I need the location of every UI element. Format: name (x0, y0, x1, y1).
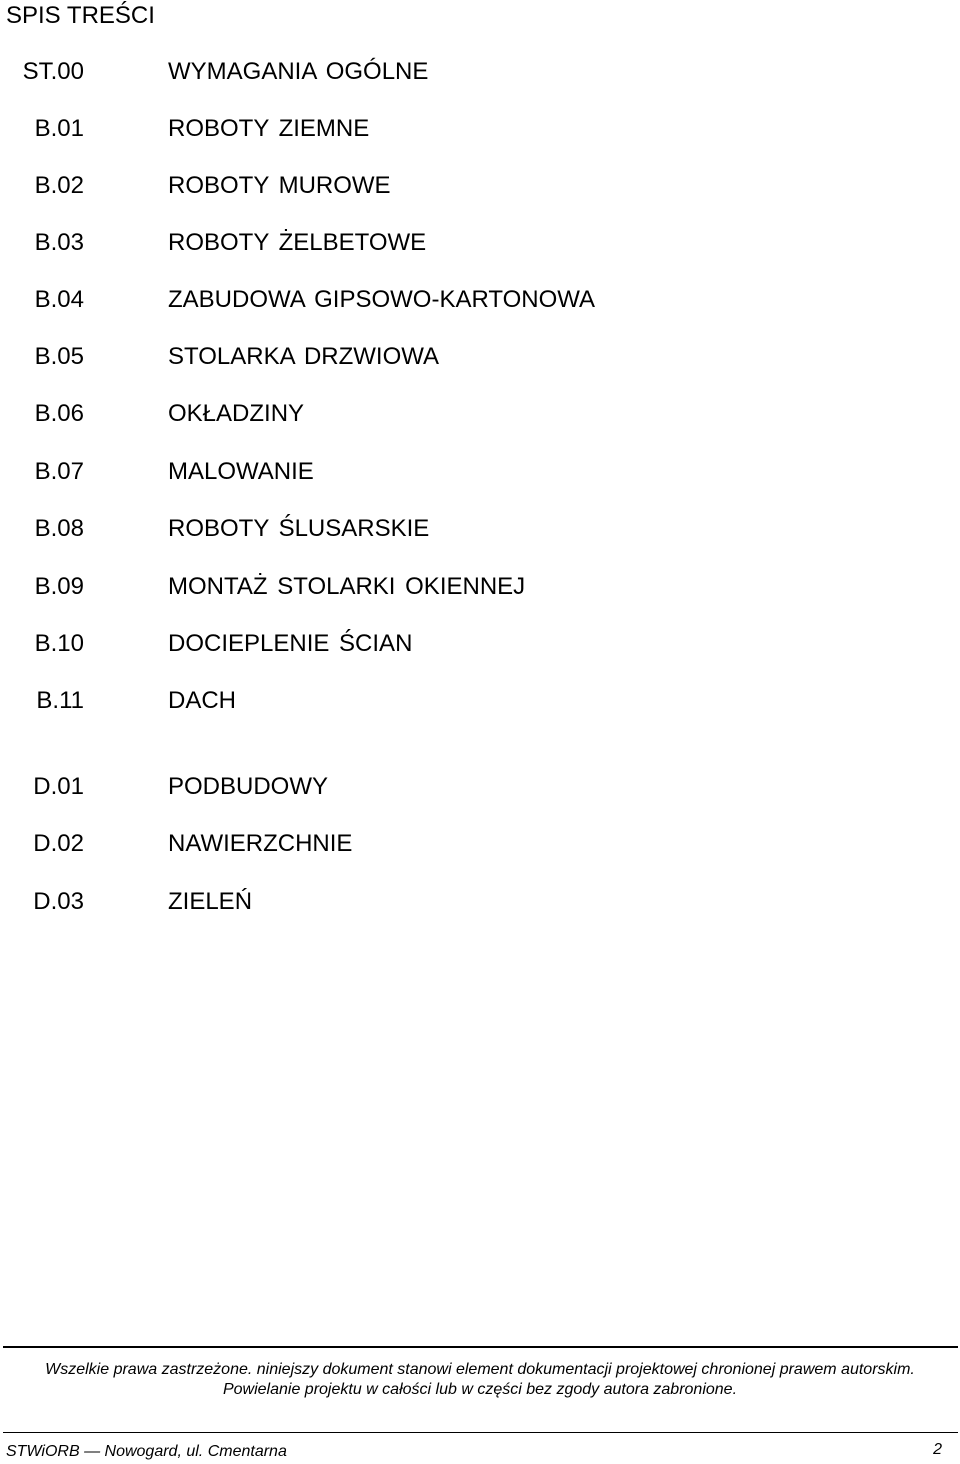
toc-row-b06 (0, 399, 960, 429)
copyright-notice-line-2: Powielanie projektu w całości lub w części bez zgody autora zabronione. (222, 1381, 738, 1398)
toc-title: OKŁADZINY (168, 400, 305, 427)
toc-code: B.05 (34, 343, 84, 370)
toc-code: B.02 (34, 172, 84, 199)
toc-title: ROBOTY ŚLUSARSKIE (168, 515, 430, 542)
toc-title: MONTAŻ STOLARKI OKIENNEJ (168, 573, 526, 600)
toc-title: WYMAGANIA OGÓLNE (168, 58, 429, 85)
toc-title: ROBOTY ZIEMNE (168, 115, 370, 142)
page-footer-divider (3, 1432, 958, 1433)
toc-row-b10 (0, 629, 960, 659)
toc-code: B.07 (34, 458, 84, 485)
toc-code: B.10 (34, 630, 84, 657)
toc-title: MALOWANIE (168, 458, 314, 485)
toc-title: NAWIERZCHNIE (168, 830, 353, 857)
toc-code: D.03 (33, 888, 84, 915)
toc-code: D.02 (33, 830, 84, 857)
toc-row-b08 (0, 514, 960, 544)
toc-code: B.09 (34, 573, 84, 600)
toc-row-st00 (0, 57, 960, 87)
toc-title: ROBOTY ŻELBETOWE (168, 229, 427, 256)
toc-row-b05 (0, 342, 960, 372)
toc-code: B.04 (34, 286, 84, 313)
toc-row-d01 (0, 772, 960, 802)
footer-divider (3, 1346, 958, 1348)
toc-code: B.11 (36, 687, 84, 714)
toc-title: DACH (168, 687, 237, 714)
toc-code: B.06 (34, 400, 84, 427)
toc-row-d02 (0, 829, 960, 859)
toc-row-b02 (0, 171, 960, 201)
toc-title: ROBOTY MUROWE (168, 172, 391, 199)
toc-row-b04 (0, 285, 960, 315)
document-label: STWiORB — Nowogard, ul. Cmentarna (6, 1443, 287, 1460)
toc-row-d03 (0, 887, 960, 917)
page-number: 2 (933, 1441, 942, 1458)
page-title: SPIS TREŚCI (6, 2, 155, 29)
toc-title: PODBUDOWY (168, 773, 329, 800)
toc-row-b03 (0, 228, 960, 258)
toc-row-b09 (0, 572, 960, 602)
toc-row-b01 (0, 114, 960, 144)
toc-title: STOLARKA DRZWIOWA (168, 343, 440, 370)
copyright-notice-line-1: Wszelkie prawa zastrzeżone. niniejszy dokument stanowi element dokumentacji projektowej chronionej prawem autorskim. (45, 1361, 915, 1378)
toc-title: ZIELEŃ (168, 888, 253, 915)
toc-code: ST.00 (22, 58, 84, 85)
toc-code: D.01 (33, 773, 84, 800)
toc-title: ZABUDOWA GIPSOWO-KARTONOWA (168, 286, 596, 313)
toc-title: DOCIEPLENIE ŚCIAN (168, 630, 413, 657)
toc-row-b11 (0, 686, 960, 716)
toc-code: B.08 (34, 515, 84, 542)
toc-code: B.01 (34, 115, 84, 142)
toc-row-b07 (0, 457, 960, 487)
toc-code: B.03 (34, 229, 84, 256)
